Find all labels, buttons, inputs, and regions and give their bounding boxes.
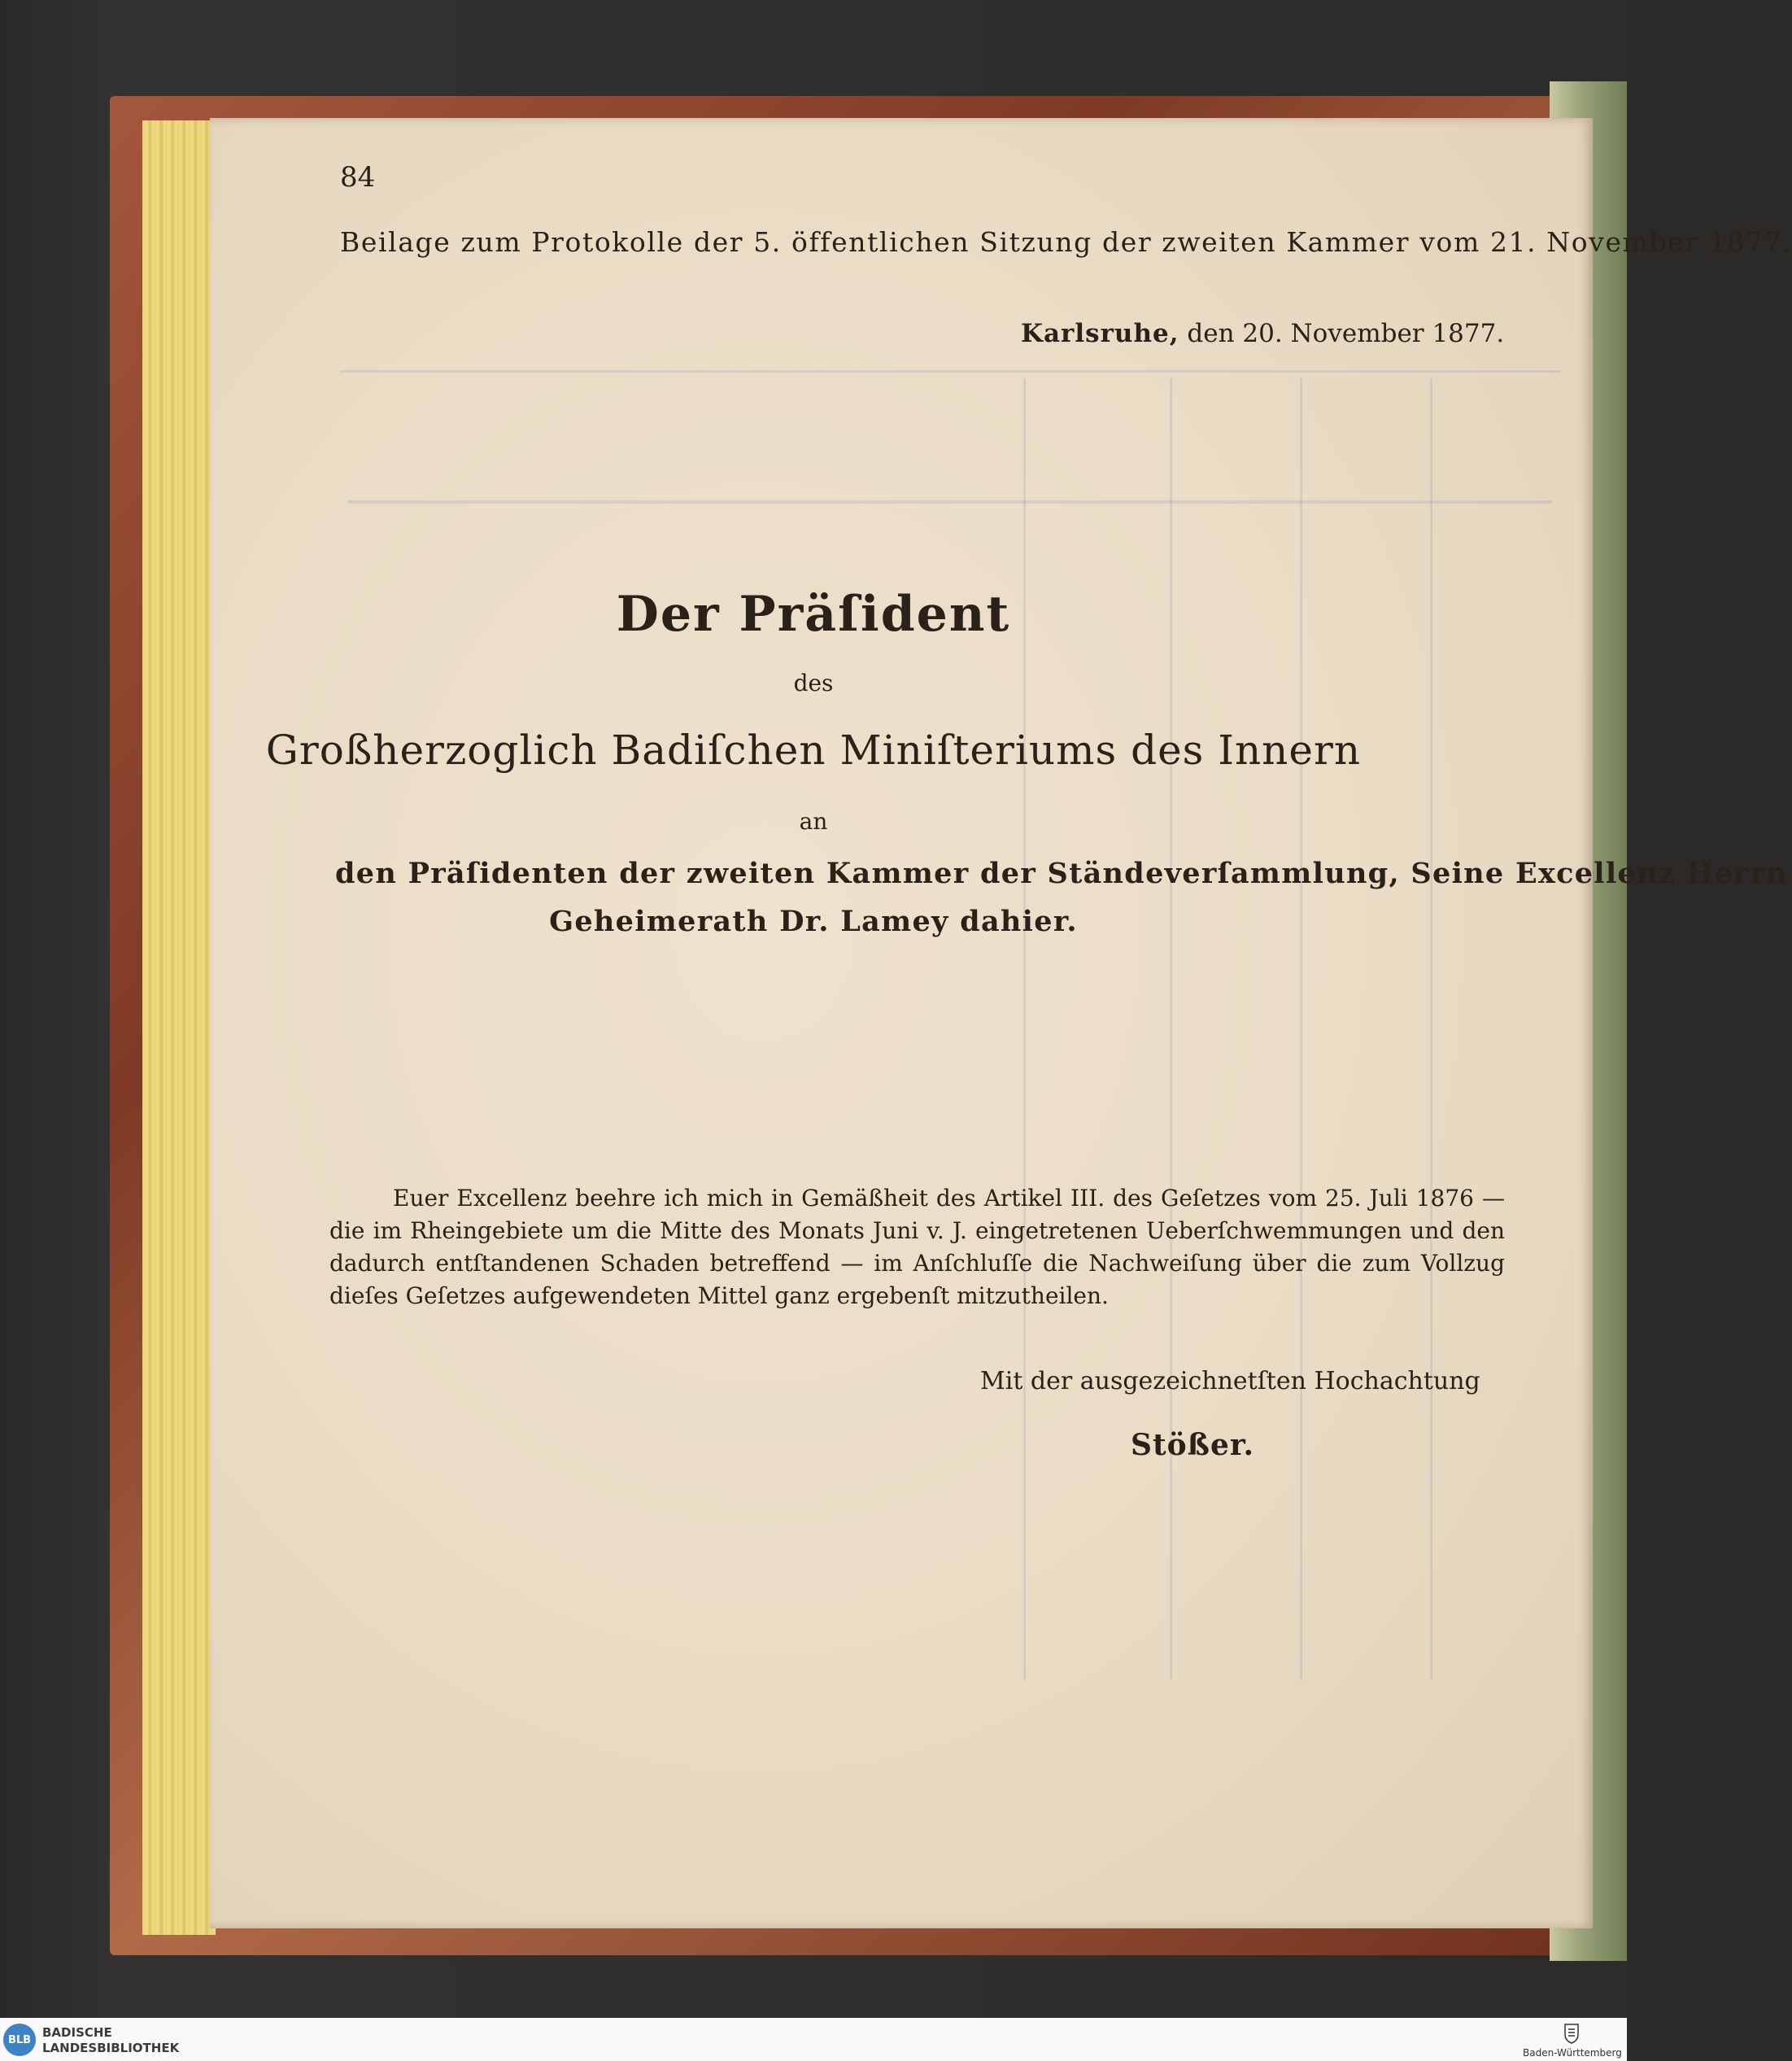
dateline (1021, 319, 1504, 348)
document-page (210, 118, 1593, 1928)
ministry-name: Großherzoglich Badiſchen Miniſteriums des Innern (265, 727, 1362, 774)
page-number: 84 (340, 161, 376, 194)
blb-logo-icon: BLB (3, 2024, 36, 2056)
recipient-line-2: Geheimerath Dr. Lamey dahier. (549, 905, 1078, 938)
library-name-line-2: LANDESBIBLIOTHEK (42, 2041, 180, 2055)
title-des: des (793, 670, 834, 696)
library-name-line-1: BADISCHE (42, 2025, 112, 2040)
place-name: Karlsruhe, (1021, 319, 1179, 348)
date-text: den 20. November 1877. (1187, 319, 1505, 348)
viewer-footer (0, 2018, 1627, 2061)
state-crest-icon (1563, 2021, 1581, 2044)
recipient-line-1: den Präſidenten der zweiten Kammer der Ständeverſammlung, Seine Excellenz Herrn (335, 857, 1788, 890)
closing-formula: Mit der ausgezeichnetſten Hochachtung (980, 1367, 1480, 1395)
state-label: Baden-Württemberg (1523, 2047, 1622, 2059)
signature: Stößer. (1131, 1428, 1255, 1462)
document-header: Beilage zum Protokolle der 5. öffentlichen Sitzung der zweiten Kammer vom 21. November 1877. (340, 226, 1792, 258)
letter-body: Euer Excellenz beehre ich mich in Gemäßheit des Artikel III. des Geſetzes vom 25. Juli 1876 — die im Rheingebiete um die Mitte des Monats Juni v. J. eingetretenen Ueberſchwemmungen und den dadurch entſtandenen Schaden betreffend — im Anſchluſſe die Nachweiſung über die zum Vollzug dieſes Geſetzes aufgewendeten Mittel ganz ergebenſt mitzutheilen. (329, 1185, 1505, 1309)
page-edges (142, 120, 216, 1935)
sender-title: Der Präſident (616, 586, 1011, 643)
library-name (42, 2025, 179, 2056)
title-an: an (799, 808, 828, 835)
